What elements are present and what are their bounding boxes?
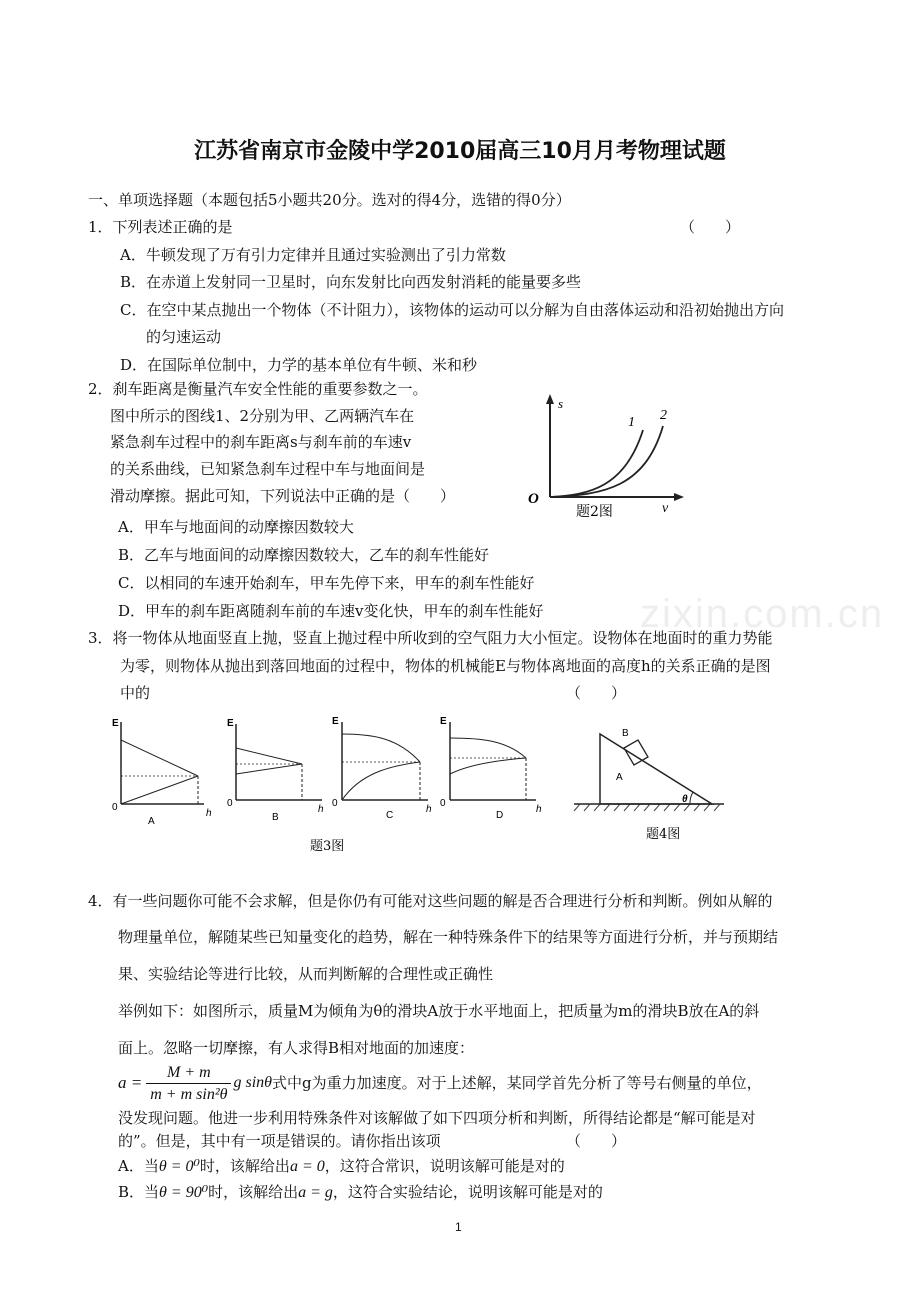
- q4-figure: [574, 712, 734, 852]
- page-number: 1: [455, 1220, 462, 1234]
- q3d-axis-e: E: [440, 716, 447, 727]
- q3-stem-3: 中的: [120, 684, 151, 702]
- q2-origin: O: [528, 491, 539, 507]
- q3c-axis-e: E: [332, 716, 339, 727]
- q4-option-a: [118, 1155, 565, 1178]
- q3-figure: [108, 712, 568, 862]
- q4-formula-lhs: a =: [118, 1073, 143, 1092]
- q2-curve-2-label: 2: [660, 408, 667, 423]
- q2-stem-2: 图中所示的图线1、2分别为甲、乙两辆汽车在: [110, 407, 415, 425]
- q3c-origin: 0: [332, 798, 338, 809]
- q3-graph-c: [332, 716, 432, 821]
- page-title: 江苏省南京市金陵中学2010届高三10月月考物理试题: [194, 139, 726, 164]
- q4-option-a-result: a = 0: [289, 1158, 325, 1175]
- q3c-label: C: [386, 810, 394, 821]
- q4-option-a-pre: A．当: [118, 1157, 159, 1175]
- q1-stem: 1．下列表述正确的是: [88, 218, 233, 236]
- q2-option-d: D．甲车的刹车距离随刹车前的车速v变化快，甲车的刹车性能好: [118, 602, 544, 620]
- q2-option-b: B．乙车与地面间的动摩擦因数较大，乙车的刹车性能好: [118, 546, 490, 564]
- q4-formula-denominator: m + m sin²θ: [150, 1085, 228, 1103]
- q4-option-b-post: ，这符合实验结论，说明该解可能是对的: [332, 1183, 603, 1201]
- q3-stem-1: 3．将一物体从地面竖直上抛，竖直上抛过程中所收到的空气阻力大小恒定。设物体在地面时的重力势能: [88, 629, 773, 647]
- q3a-label: A: [148, 816, 155, 827]
- watermark: zixin.com.cn: [640, 592, 885, 636]
- q3-graph-a: [112, 718, 212, 827]
- q4-angle-label: θ: [682, 794, 688, 805]
- q4-option-a-mid: 时，该解给出: [199, 1157, 290, 1175]
- q4-stem-7: 没发现问题。他进一步利用特殊条件对该解做了如下四项分析和判断，所得结论都是“解可能是对: [118, 1109, 756, 1127]
- q3-stem-2: 为零，则物体从抛出到落回地面的过程中，物体的机械能E与物体离地面的高度h的关系正确的是图: [120, 657, 771, 675]
- q2-figure: [520, 392, 700, 532]
- q3b-label: B: [272, 812, 279, 823]
- q1-option-c-cont: 的匀速运动: [146, 328, 222, 346]
- q4-stem-4: 举例如下：如图所示，质量M为倾角为θ的滑块A放于水平地面上，把质量为m的滑块B放在A的斜: [118, 1002, 760, 1020]
- q3-answer-blank: （ ）: [566, 684, 627, 702]
- q3a-axis-e: E: [112, 718, 119, 729]
- q3-graph-b: [227, 718, 324, 823]
- q4-formula-rhs: g sinθ: [233, 1074, 272, 1091]
- q4-stem-5: 面上。忽略一切摩擦，有人求得B相对地面的加速度：: [118, 1039, 475, 1057]
- q4-option-b: [118, 1181, 603, 1204]
- q4-formula-line: [118, 1059, 762, 1107]
- q3d-label: D: [496, 810, 504, 821]
- q2-caption: 题2图: [576, 504, 613, 520]
- q1-option-d: D．在国际单位制中，力学的基本单位有牛顿、米和秒: [120, 356, 478, 374]
- q4-option-b-cond: θ = 90⁰: [159, 1184, 209, 1201]
- q2-stem-4: 的关系曲线，已知紧急刹车过程中车与地面间是: [110, 460, 426, 478]
- q4-option-a-cond: θ = 0⁰: [158, 1158, 200, 1175]
- q4-stem-2: 物理量单位，解随某些已知量变化的趋势，解在一种特殊条件下的结果等方面进行分析，并与预期结: [118, 928, 779, 946]
- q3-caption: 题3图: [310, 839, 345, 854]
- q3d-origin: 0: [440, 798, 446, 809]
- q4-stem-8: 的”。但是，其中有一项是错误的。请你指出该项: [118, 1132, 441, 1150]
- q2-curve-1-label: 1: [628, 415, 635, 430]
- q4-option-a-post: ，这符合常识，说明该解可能是对的: [324, 1157, 565, 1175]
- q4-option-b-result: a = g: [298, 1184, 333, 1201]
- q3b-axis-e: E: [227, 718, 234, 729]
- q2-axis-s: s: [558, 396, 564, 411]
- q1-answer-blank: （ ）: [680, 218, 741, 236]
- q4-formula-explain: 式中g为重力加速度。对于上述解，某同学首先分析了等号右侧量的单位，: [272, 1074, 762, 1092]
- q3b-axis-h: h: [318, 804, 324, 815]
- q4-formula-numerator: M + m: [146, 1062, 231, 1084]
- q3-graph-d: [440, 716, 542, 821]
- q3b-origin: 0: [227, 798, 233, 809]
- q4-stem-1: 4．有一些问题你可能不会求解，但是你仍有可能对这些问题的解是否合理进行分析和判断。例如从解的: [88, 892, 773, 910]
- q4-answer-blank: （ ）: [566, 1132, 627, 1150]
- q3a-axis-h: h: [206, 808, 212, 819]
- q4-stem-3: 果、实验结论等进行比较，从而判断解的合理性或正确性: [118, 965, 494, 983]
- q3a-origin: 0: [112, 802, 118, 813]
- q4-block-a-label: A: [616, 772, 623, 783]
- q1-option-b: B．在赤道上发射同一卫星时，向东发射比向西发射消耗的能量要多些: [120, 273, 582, 291]
- section-heading: 一、单项选择题（本题包括5小题共20分。选对的得4分，选错的得0分）: [88, 191, 571, 209]
- q4-formula-fraction: [146, 1062, 231, 1105]
- q2-stem-5: 滑动摩擦。据此可知，下列说法中正确的是（ ）: [110, 487, 456, 505]
- q2-axis-v: v: [662, 501, 669, 516]
- q3c-axis-h: h: [426, 804, 432, 815]
- q4-option-b-pre: B．当: [118, 1183, 160, 1201]
- q1-option-a: A．牛顿发现了万有引力定律并且通过实验测出了引力常数: [120, 246, 506, 264]
- q4-block-b-label: B: [622, 728, 629, 739]
- q1-option-c: C．在空中某点抛出一个物体（不计阻力），该物体的运动可以分解为自由落体运动和沿初始抛出方向: [120, 301, 784, 319]
- q4-option-b-mid: 时，该解给出: [208, 1183, 299, 1201]
- q2-option-c: C．以相同的车速开始刹车，甲车先停下来，甲车的刹车性能好: [118, 574, 535, 592]
- q2-stem-1: 2．刹车距离是衡量汽车安全性能的重要参数之一。: [88, 380, 428, 398]
- q4-caption: 题4图: [646, 827, 681, 842]
- q2-stem-3: 紧急刹车过程中的刹车距离s与刹车前的车速v: [110, 433, 412, 451]
- q3d-axis-h: h: [536, 804, 542, 815]
- q2-option-a: A．甲车与地面间的动摩擦因数较大: [118, 518, 354, 536]
